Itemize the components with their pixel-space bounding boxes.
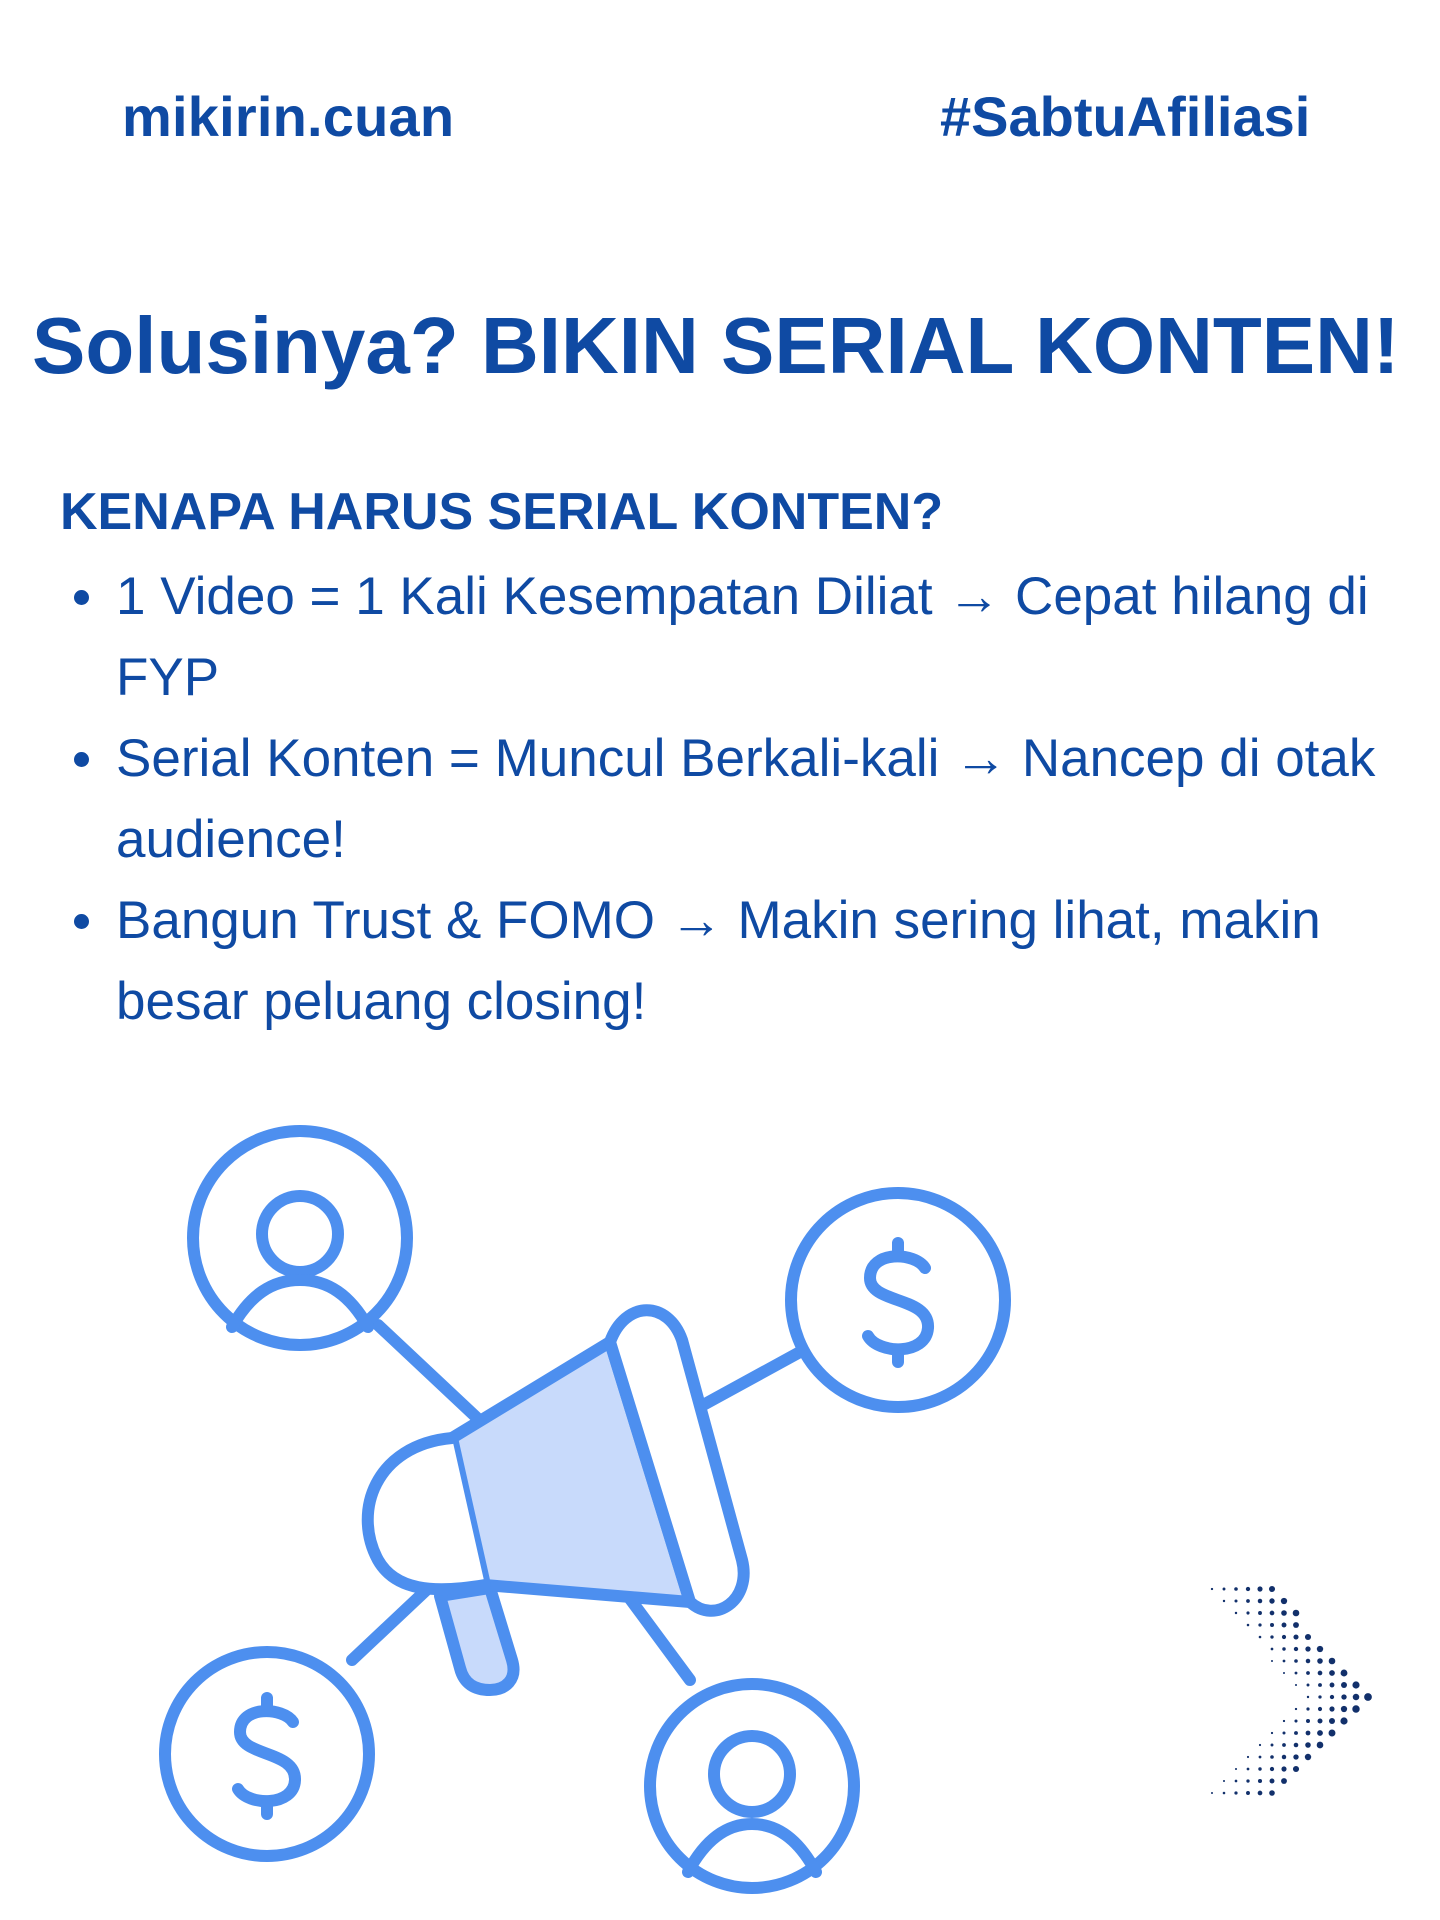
bullet-dot-icon <box>74 590 89 605</box>
chevron-dot <box>1318 1719 1323 1724</box>
chevron-dot <box>1329 1718 1335 1724</box>
chevron-dot <box>1293 1610 1300 1617</box>
chevron-dot <box>1294 1719 1297 1722</box>
chevron-dot <box>1283 1732 1286 1735</box>
bullet-text: 1 Video = 1 Kali Kesempatan Diliat → Cepat hilang di FYP <box>116 567 1369 707</box>
connector-line <box>378 1325 492 1432</box>
chevron-dot <box>1283 1660 1286 1663</box>
chevron-dot <box>1246 1779 1249 1782</box>
chevron-dot <box>1329 1670 1335 1676</box>
chevron-dot <box>1259 1744 1261 1746</box>
chevron-dot <box>1305 1634 1311 1640</box>
brand-name: mikirin.cuan <box>122 85 455 148</box>
chevron-dot <box>1318 1683 1322 1687</box>
connector-line <box>705 1352 800 1404</box>
chevron-dot <box>1247 1624 1250 1627</box>
bullet-dot-icon <box>74 752 89 767</box>
chevron-dot <box>1295 1672 1298 1675</box>
subheading: KENAPA HARUS SERIAL KONTEN? <box>60 483 944 541</box>
headline: Solusinya? BIKIN SERIAL KONTEN! <box>32 301 1400 390</box>
chevron-dot <box>1259 1636 1262 1639</box>
chevron-dot <box>1295 1684 1297 1686</box>
chevron-dot <box>1235 1768 1237 1770</box>
bullet-text: Bangun Trust & FOMO → Makin sering lihat, makin besar peluang closing! <box>116 891 1321 1031</box>
chevron-dot <box>1223 1792 1226 1795</box>
chevron-dot <box>1282 1743 1286 1747</box>
chevron-dot <box>1259 1756 1262 1759</box>
chevron-dot <box>1269 1598 1274 1603</box>
chevron-dot <box>1281 1610 1287 1616</box>
bullet-list <box>60 556 1430 1042</box>
user-circle-icon <box>193 1131 407 1345</box>
chevron-dot <box>1282 1623 1287 1628</box>
chevron-dot <box>1282 1755 1286 1759</box>
chevron-dot <box>1306 1659 1311 1664</box>
megaphone-network-illustration <box>150 1110 1030 1900</box>
chevron-dot <box>1270 1635 1273 1638</box>
chevron-dot <box>1329 1658 1336 1665</box>
chevron-dot <box>1340 1717 1347 1724</box>
chevron-dot <box>1269 1790 1275 1796</box>
chevron-dot <box>1246 1587 1250 1591</box>
chevron-dot <box>1305 1646 1310 1651</box>
bullet-text: Serial Konten = Muncul Berkali-kali → Nancep di otak audience! <box>116 729 1376 869</box>
chevron-dot <box>1307 1696 1309 1698</box>
chevron-dot <box>1317 1730 1323 1736</box>
chevron-dot <box>1270 1767 1274 1771</box>
chevron-dot <box>1270 1623 1274 1627</box>
chevron-dot <box>1341 1682 1347 1688</box>
bullet-item <box>60 880 1430 1042</box>
chevron-dot <box>1307 1684 1310 1687</box>
chevron-dot <box>1353 1694 1360 1701</box>
chevron-dot <box>1234 1791 1237 1794</box>
chevron-dot <box>1364 1693 1372 1701</box>
chevron-dot <box>1306 1719 1310 1723</box>
dotted-chevron-right-icon <box>1196 1585 1386 1805</box>
chevron-dot <box>1269 1586 1275 1592</box>
chevron-dot <box>1258 1767 1261 1770</box>
chevron-dot <box>1352 1705 1359 1712</box>
chevron-dot <box>1283 1720 1285 1722</box>
chevron-dot <box>1317 1658 1323 1664</box>
chevron-dot <box>1258 1779 1262 1783</box>
chevron-dot <box>1246 1791 1250 1795</box>
chevron-dot <box>1270 1755 1274 1759</box>
chevron-dot <box>1271 1732 1273 1734</box>
chevron-dot <box>1282 1647 1285 1650</box>
chevron-dot <box>1258 1623 1261 1626</box>
chevron-dot <box>1294 1659 1298 1663</box>
chevron-dot <box>1247 1756 1249 1758</box>
chevron-dot <box>1306 1707 1309 1710</box>
chevron-dot <box>1306 1671 1310 1675</box>
chevron-dot <box>1317 1742 1324 1749</box>
chevron-dot <box>1330 1683 1335 1688</box>
chevron-dot <box>1258 1599 1263 1604</box>
chevron-dot <box>1258 1611 1262 1615</box>
chevron-dot <box>1329 1706 1334 1711</box>
chevron-dot <box>1329 1730 1336 1737</box>
dollar-circle-icon <box>165 1652 369 1856</box>
chevron-dot <box>1223 1600 1225 1602</box>
chevron-dot <box>1341 1706 1347 1712</box>
bullet-item <box>60 718 1430 880</box>
chevron-dot <box>1270 1779 1275 1784</box>
bullet-item <box>60 556 1430 718</box>
user-circle-icon <box>650 1684 854 1888</box>
chevron-dot <box>1246 1599 1250 1603</box>
chevron-dot <box>1223 1780 1225 1782</box>
chevron-dot <box>1318 1671 1323 1676</box>
chevron-dot <box>1293 1766 1299 1772</box>
chevron-dot <box>1283 1672 1285 1674</box>
chevron-dot <box>1317 1646 1323 1652</box>
chevron-dot <box>1234 1587 1238 1591</box>
chevron-dot <box>1318 1707 1322 1711</box>
chevron-dot <box>1258 1791 1263 1796</box>
chevron-dot <box>1294 1731 1298 1735</box>
bullet-dot-icon <box>74 914 89 929</box>
chevron-dot <box>1271 1744 1274 1747</box>
chevron-dot <box>1246 1611 1249 1614</box>
chevron-dot <box>1281 1598 1287 1604</box>
hashtag: #SabtuAfiliasi <box>940 85 1311 148</box>
chevron-dot <box>1294 1647 1298 1651</box>
chevron-dot <box>1341 1694 1346 1699</box>
dollar-circle-icon <box>791 1193 1005 1407</box>
chevron-dot <box>1318 1695 1321 1698</box>
chevron-dot <box>1235 1780 1238 1783</box>
chevron-dot <box>1270 1611 1275 1616</box>
chevron-dot <box>1281 1778 1287 1784</box>
chevron-dot <box>1352 1681 1359 1688</box>
chevron-dot <box>1282 1635 1286 1639</box>
chevron-dot <box>1281 1766 1286 1771</box>
chevron-dot <box>1341 1670 1348 1677</box>
chevron-dot <box>1305 1754 1311 1760</box>
chevron-dot <box>1330 1695 1334 1699</box>
chevron-dot <box>1305 1742 1311 1748</box>
chevron-dot <box>1293 1622 1299 1628</box>
chevron-dot <box>1306 1731 1311 1736</box>
chevron-dot <box>1271 1648 1274 1651</box>
chevron-dot <box>1235 1612 1237 1614</box>
chevron-dot <box>1295 1708 1297 1710</box>
chevron-dot <box>1293 1634 1298 1639</box>
chevron-dot <box>1211 1792 1213 1794</box>
chevron-dot <box>1234 1599 1237 1602</box>
chevron-dot <box>1293 1754 1298 1759</box>
chevron-dot <box>1211 1588 1213 1590</box>
chevron-dot <box>1257 1586 1262 1591</box>
chevron-dot <box>1247 1768 1250 1771</box>
chevron-dot <box>1223 1588 1226 1591</box>
chevron-dot <box>1294 1743 1299 1748</box>
chevron-dot <box>1271 1660 1273 1662</box>
